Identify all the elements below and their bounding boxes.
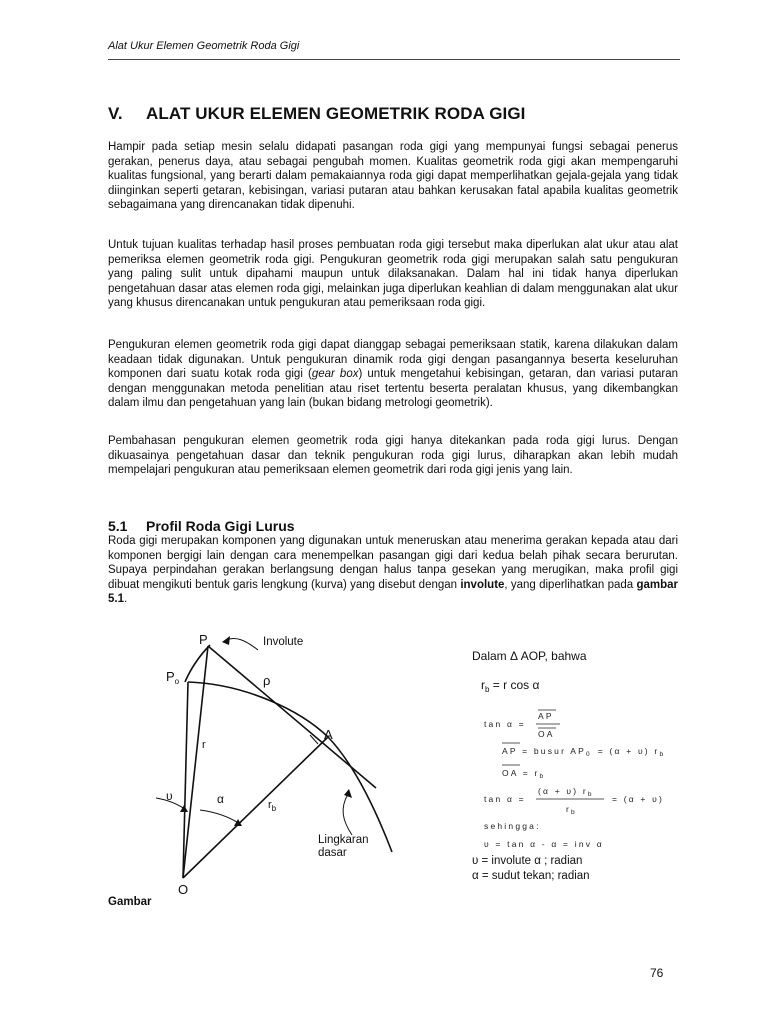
definition-upsilon: υ = involute α ; radian bbox=[472, 855, 583, 867]
paragraph-scope: Pembahasan pengukuran elemen geometrik roda gigi hanya ditekankan pada roda gigi lurus. Dengan dikuasainya pengetahuan dasar dan teknik pengukuran roda gigi lurus, diharapkan akan lebih mudah mempelajari pengukuran atau pemeriksaan elemen geometrik dari roda gigi jenis yang lain. bbox=[108, 435, 678, 477]
equation-tan-lhs: tan α = bbox=[484, 719, 526, 729]
base-circle-leader bbox=[343, 794, 352, 835]
equation-oa-text: OA = r bbox=[502, 768, 540, 778]
base-circle-arc bbox=[188, 682, 392, 852]
label-P0 bbox=[166, 669, 180, 686]
chapter-number: V. bbox=[108, 104, 123, 123]
section-number: 5.1 bbox=[108, 518, 128, 534]
equation-arc-ap-text: AP = busur AP bbox=[502, 746, 586, 756]
label-P: P bbox=[199, 632, 208, 647]
equation-tan2-lhs: tan α = bbox=[484, 794, 526, 804]
running-header: Alat Ukur Elemen Geometrik Roda Gigi bbox=[108, 40, 300, 52]
label-involute: Involute bbox=[263, 636, 304, 648]
equation-arc-ap-subscript: 0 bbox=[585, 751, 592, 758]
label-alpha: α bbox=[217, 792, 224, 806]
label-rho: ρ bbox=[263, 673, 271, 688]
paragraph-text: Roda gigi merupakan komponen yang digunakan untuk meneruskan atau menerima gerakan kepada atau dari komponen bergigi lain dengan cara menempelkan pasangan gigi dari kedua belah pihak secara berurutan. Supaya perpindahan gerakan berlangsung dengan halus tanpa gesekan yang merugikan, maka profil gigi dibuat mengikuti bentuk garis lengkung (kurva) yang disebut dengan bbox=[108, 535, 678, 591]
figure-reference: gambar 5.1 bbox=[108, 578, 678, 606]
label-upsilon: υ bbox=[166, 789, 173, 803]
label-O: O bbox=[178, 882, 189, 897]
equation-arc-ap bbox=[502, 746, 665, 758]
angle-upsilon-arrowhead bbox=[180, 805, 188, 812]
equation-arc-ap-rhs-subscript: b bbox=[659, 751, 666, 758]
label-base-circle-line1: Lingkaran bbox=[318, 834, 369, 846]
label-r: r bbox=[202, 739, 206, 751]
equation-tan2-numerator-text: (α + υ) r bbox=[538, 786, 588, 796]
angle-alpha-arc bbox=[200, 810, 240, 824]
equation-rb-subscript: b bbox=[485, 685, 490, 694]
label-A: A bbox=[324, 727, 333, 742]
paragraph-intro: Hampir pada setiap mesin selalu didapati pasangan roda gigi yang mempunyai fungsi sebagai penerus gerakan, penerus daya, atau sebagai pengubah momen. Kualitas geometrik roda gigi akan mempengaruhi kualitas fungsional, yang berarti dalam pemakaiannya roda gigi dapat memperlihatkan gejala-gejala yang tidak diinginkan seperti getaran, kebisingan, variasi putaran atau bahkan kerusakan fatal apabila kualitas geometrik sebagaimana yang direncanakan tidak dipenuhi. bbox=[108, 141, 678, 212]
equation-rb-lhs: r bbox=[481, 678, 485, 692]
page-number: 76 bbox=[650, 966, 664, 980]
label-base-circle-line2: dasar bbox=[318, 847, 347, 859]
equation-tan-numerator: AP bbox=[538, 711, 554, 721]
label-P0-subscript: o bbox=[174, 677, 180, 686]
equation-tan2-denominator-text: r bbox=[566, 804, 572, 814]
label-rb-subscript: b bbox=[271, 804, 277, 813]
definition-alpha: α = sudut tekan; radian bbox=[472, 870, 590, 882]
equation-arc-ap-rhs: = (α + υ) r bbox=[597, 746, 660, 756]
equation-tan-denominator: OA bbox=[538, 729, 555, 739]
paragraph-text: , yang diperlihatkan pada bbox=[504, 578, 637, 591]
equation-tan2-rhs: = (α + υ) bbox=[612, 794, 665, 804]
equation-oa bbox=[502, 768, 545, 780]
label-rb bbox=[268, 799, 277, 813]
base-circle-leader-arrowhead bbox=[344, 789, 352, 798]
equation-tan2-numerator-subscript: b bbox=[587, 791, 594, 798]
equation-result: υ = tan α - α = inv α bbox=[484, 839, 604, 849]
paragraph-text: . bbox=[124, 593, 128, 606]
involute-leader-arrowhead bbox=[222, 636, 230, 645]
equation-hence: sehingga: bbox=[484, 821, 541, 831]
label-rb-main: r bbox=[268, 799, 272, 811]
chapter-title-text: ALAT UKUR ELEMEN GEOMETRIK RODA GIGI bbox=[146, 104, 526, 123]
paragraph-purpose: Untuk tujuan kualitas terhadap hasil proses pembuatan roda gigi tersebut maka diperlukan alat ukur atau alat pemeriksa elemen geometrik roda gigi. Pengukuran geometrik roda gigi merupakan salah satu pengukuran yang paling sulit untuk dipahami maupun untuk dilaksanakan. Dalam hal ini tidak hanya diperlukan pengetahuan dasar atas elemen roda gigi, melainkan juga diperlukan keahlian di dalam menggunakan alat ukur yang khusus direncanakan untuk pengukuran atau pemeriksaan roda gigi. bbox=[108, 239, 678, 310]
equation-tan2-denominator-subscript: b bbox=[571, 809, 577, 816]
equation-intro: Dalam Δ AOP, bahwa bbox=[472, 649, 587, 663]
figure-caption: Gambar bbox=[108, 896, 152, 908]
involute-leader bbox=[226, 638, 258, 650]
equation-tan2-numerator bbox=[538, 786, 594, 798]
line-OA bbox=[183, 737, 328, 878]
paragraph-text: ) untuk mengetahui kebisingan, getaran, dan variasi putaran dengan menggunakan metoda penelitian atau riset tertentu beserta peralatan khusus, yang dikembangkan dalam ilmu dan pengetahuan yang lain (bukan bidang metrologi geometrik). bbox=[108, 368, 678, 410]
equation-rb bbox=[481, 678, 539, 694]
equation-oa-subscript: b bbox=[539, 773, 546, 780]
section-title-text: Profil Roda Gigi Lurus bbox=[146, 518, 295, 534]
equation-tan2-denominator bbox=[566, 804, 577, 816]
equation-rb-rhs: = r cos α bbox=[489, 678, 540, 692]
term-involute: involute bbox=[460, 578, 505, 591]
term-gear-box: gear box bbox=[311, 368, 359, 381]
paragraph-text: Pengukuran elemen geometrik roda gigi dapat dianggap sebagai pemeriksaan statik, karena dilakukan dalam keadaan tidak digunakan. Untuk pengukuran dinamik roda gigi dengan pasangannya beserta keseluruhan komponen dari suatu kotak roda gigi ( bbox=[108, 339, 678, 381]
label-P0-main: P bbox=[166, 669, 175, 684]
